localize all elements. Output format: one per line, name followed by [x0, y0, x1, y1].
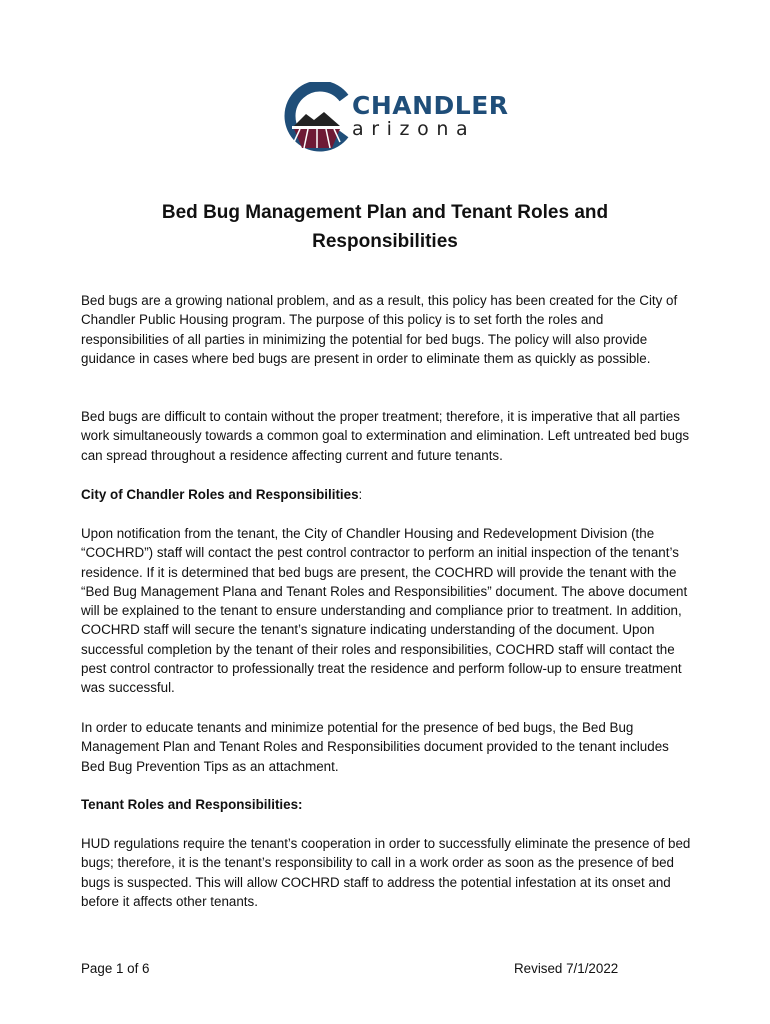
intro-paragraph-2: Bed bugs are difficult to contain without the proper treatment; therefore, it is imperative that all parties work simultaneously towards a common goal to extermination and elimination. Left untreated bed bugs can spread throughout a residence affecting current and future tenants.	[81, 409, 690, 463]
city-roles-heading-text: City of Chandler Roles and Responsibilities	[81, 487, 359, 502]
tenant-roles-heading: Tenant Roles and Responsibilities:	[81, 797, 303, 812]
chandler-arizona-logo	[282, 82, 509, 154]
intro-paragraph-1: Bed bugs are a growing national problem, and as a result, this policy has been created for the City of Chandler Public Housing program. The purpose of this policy is to set forth the roles and responsibilities of all parties in minimizing the potential for bed bugs. The policy will also provide guidance in cases where bed bugs are present in order to eliminate them as quickly as possible.	[81, 293, 678, 366]
chandler-logo-emblem-icon	[282, 82, 352, 154]
page-number: Page 1 of 6	[81, 961, 150, 976]
city-roles-heading-colon: :	[358, 487, 363, 502]
revision-date: Revised 7/1/2022	[514, 961, 619, 976]
document-title-line-2: Responsibilities	[312, 231, 458, 252]
logo-wordmark: CHANDLER	[352, 91, 509, 120]
document-title	[100, 198, 670, 256]
logo-subtitle: arizona	[352, 118, 476, 140]
city-roles-paragraph-2: In order to educate tenants and minimize potential for the presence of bed bugs, the Bed Bug Management Plan and Tenant Roles and Responsibilities document provided to the tenant includes Bed Bug Prevention Tips as an attachment.	[81, 720, 669, 774]
city-roles-heading	[81, 485, 691, 504]
tenant-roles-paragraph-1: HUD regulations require the tenant’s cooperation in order to successfully eliminate the presence of bed bugs; therefore, it is the tenant’s responsibility to call in a work order as soon as the presence of bed bugs is suspected. This will allow COCHRD staff to address the potential infestation at its onset and before it affects other tenants.	[81, 836, 691, 909]
city-roles-paragraph-1: Upon notification from the tenant, the City of Chandler Housing and Redevelopment Division (the “COCHRD”) staff will contact the pest control contractor to perform an initial inspection of the tenant’s residence. If it is determined that bed bugs are present, the COCHRD will provide the tenant with the “Bed Bug Management Plana and Tenant Roles and Responsibilities” document. The above document will be explained to the tenant to ensure understanding and compliance prior to treatment. In addition, COCHRD staff will secure the tenant’s signature indicating understanding of the document. Upon successful completion by the tenant of their roles and responsibilities, COCHRD staff will contact the pest control contractor to professionally treat the residence and perform follow-up to ensure treatment was successful.	[81, 526, 688, 696]
document-title-line-1: Bed Bug Management Plan and Tenant Roles and	[161, 202, 609, 223]
